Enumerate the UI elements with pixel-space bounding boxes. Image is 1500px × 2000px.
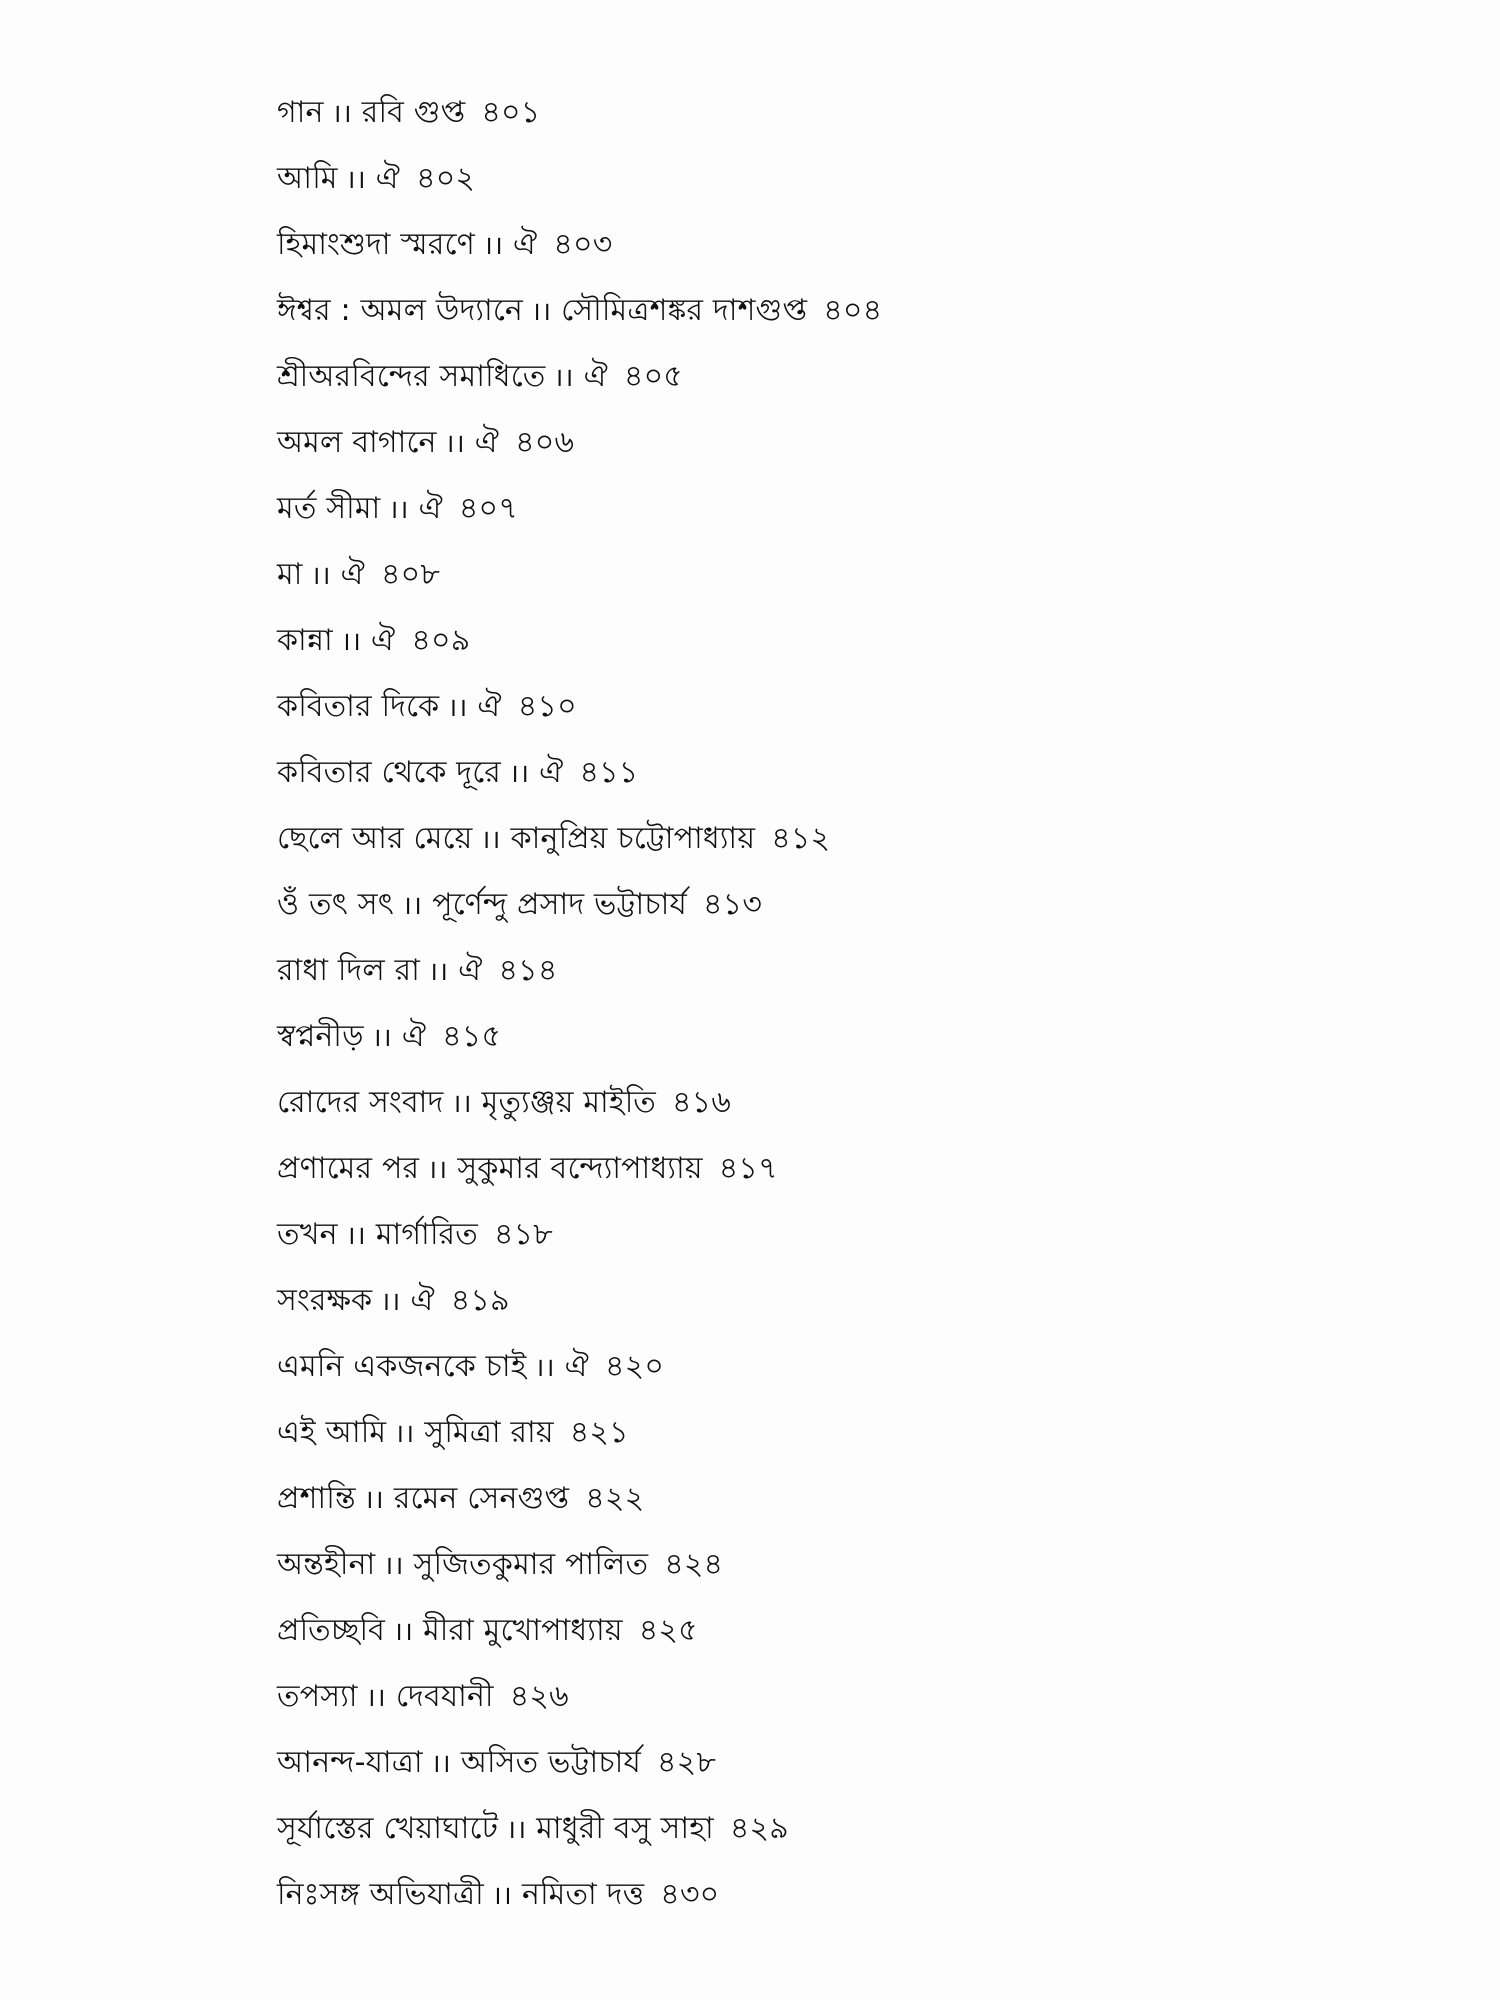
- entry-author: সুজিতকুমার পালিত: [413, 1547, 649, 1582]
- toc-entry: [277, 1004, 1277, 1070]
- entry-author: ঐ: [539, 755, 564, 790]
- entry-separator: ।।: [553, 363, 574, 393]
- entry-author: ঐ: [418, 491, 443, 526]
- entry-separator: ।।: [451, 1089, 472, 1119]
- entry-title: এই আমি: [277, 1415, 387, 1450]
- entry-page-number: ৪০৪: [823, 293, 883, 328]
- entry-author: ঐ: [371, 623, 396, 658]
- entry-title: কান্না: [277, 623, 333, 658]
- entry-author: ঐ: [564, 1349, 589, 1384]
- toc-entry: [277, 1796, 1277, 1862]
- entry-separator: ।।: [383, 1551, 404, 1581]
- entry-title: অন্তহীনা: [277, 1547, 376, 1582]
- entry-author: ঐ: [401, 1019, 427, 1054]
- entry-title: স্বপ্ননীড়: [277, 1019, 364, 1054]
- entry-page-number: ৪১৯: [450, 1283, 510, 1318]
- entry-page-number: ৪২৫: [638, 1613, 698, 1648]
- toc-entry: [277, 608, 1277, 674]
- entry-page-number: ৪০৭: [458, 491, 518, 526]
- toc-entry: [277, 1334, 1277, 1400]
- entry-separator: ।।: [380, 1287, 401, 1317]
- entry-title: ছেলে আর মেয়ে: [277, 821, 473, 856]
- entry-author: সৌমিত্রশঙ্কর দাশগুপ্ত: [561, 293, 808, 328]
- entry-separator: ।।: [363, 1485, 384, 1515]
- toc-entry: [277, 1532, 1277, 1598]
- entry-title: গান: [277, 95, 324, 130]
- entry-page-number: ৪৩০: [660, 1877, 720, 1912]
- entry-page-number: ৪১৪: [498, 953, 558, 988]
- entry-page-number: ৪০২: [416, 161, 476, 196]
- entry-title: প্রণামের পর: [277, 1151, 420, 1186]
- entry-page-number: ৪১৫: [442, 1019, 502, 1054]
- entry-page-number: ৪২১: [569, 1415, 629, 1450]
- entry-author: কানুপ্রিয় চট্টোপাধ্যায়: [510, 821, 756, 856]
- entry-page-number: ৪১৭: [718, 1151, 778, 1186]
- entry-page-number: ৪০৩: [553, 227, 613, 262]
- toc-entry: [277, 80, 1277, 146]
- entry-page-number: ৪১০: [517, 689, 577, 724]
- entry-author: মাধুরী বসু সাহা: [536, 1811, 714, 1846]
- toc-entry: [277, 1268, 1277, 1334]
- entry-title: রাধা দিল রা: [277, 953, 421, 988]
- entry-title: আনন্দ-যাত্রা: [277, 1745, 423, 1780]
- entry-page-number: ৪২২: [585, 1481, 645, 1516]
- entry-separator: ।।: [331, 99, 352, 129]
- entry-author: পূর্ণেন্দু প্রসাদ ভট্টাচার্য: [432, 887, 687, 922]
- entry-title: হিমাংশুদা স্মরণে: [277, 227, 475, 262]
- table-of-contents: [277, 80, 1277, 1928]
- toc-entry: [277, 1598, 1277, 1664]
- entry-author: ঐ: [477, 689, 502, 724]
- entry-title: তখন: [277, 1217, 338, 1252]
- entry-title: কবিতার দিকে: [277, 689, 440, 724]
- entry-separator: ।।: [531, 297, 552, 327]
- entry-title: শ্রীঅরবিন্দের সমাধিতে: [277, 359, 546, 394]
- entry-separator: ।।: [310, 561, 331, 591]
- entry-author: অসিত ভট্টাচার্য: [460, 1745, 642, 1780]
- toc-entry: [277, 1136, 1277, 1202]
- entry-author: রবি গুপ্ত: [361, 95, 466, 130]
- entry-separator: ।।: [447, 693, 468, 723]
- entry-author: ঐ: [340, 557, 365, 592]
- entry-title: ঈশ্বর : অমল উদ্যানে: [277, 293, 524, 328]
- toc-entry: [277, 344, 1277, 410]
- entry-author: সুকুমার বন্দ্যোপাধ্যায়: [457, 1151, 703, 1186]
- toc-entry: [277, 1730, 1277, 1796]
- entry-page-number: ৪১২: [771, 821, 831, 856]
- entry-page-number: ৪০৬: [515, 425, 575, 460]
- toc-entry: [277, 938, 1277, 1004]
- entry-separator: ।।: [392, 1617, 414, 1647]
- entry-title: প্রশান্তি: [277, 1481, 356, 1516]
- entry-separator: ।।: [340, 627, 362, 657]
- entry-page-number: ৪২০: [604, 1349, 665, 1384]
- entry-author: ঐ: [513, 227, 538, 262]
- toc-entry: [277, 872, 1277, 938]
- entry-page-number: ৪১৬: [672, 1085, 732, 1120]
- entry-separator: ।।: [365, 1683, 386, 1713]
- toc-entry: [277, 410, 1277, 476]
- entry-page-number: ৪০৫: [623, 359, 683, 394]
- entry-separator: ।।: [444, 429, 465, 459]
- entry-title: নিঃসঙ্গ অভিযাত্রী: [277, 1877, 484, 1912]
- entry-page-number: ৪০৯: [411, 623, 471, 658]
- entry-separator: ।।: [427, 1155, 448, 1185]
- entry-author: ঐ: [583, 359, 608, 394]
- entry-author: নমিতা দত্ত: [521, 1877, 645, 1912]
- entry-page-number: ৪২৯: [729, 1811, 789, 1846]
- entry-title: প্রতিচ্ছবি: [277, 1613, 385, 1648]
- entry-separator: ।।: [430, 1749, 451, 1779]
- entry-separator: ।।: [401, 891, 423, 921]
- entry-author: সুমিত্রা রায়: [424, 1415, 554, 1450]
- entry-page-number: ৪১৮: [493, 1217, 553, 1252]
- entry-author: ঐ: [410, 1283, 435, 1318]
- entry-separator: ।।: [491, 1881, 512, 1911]
- toc-entry: [277, 1466, 1277, 1532]
- entry-separator: ।।: [345, 1221, 366, 1251]
- entry-page-number: ৪০১: [481, 95, 541, 130]
- entry-separator: ।।: [388, 495, 409, 525]
- entry-title: কবিতার থেকে দূরে: [277, 755, 502, 790]
- entry-page-number: ৪২৬: [509, 1679, 569, 1714]
- entry-title: রোদের সংবাদ: [277, 1085, 444, 1120]
- toc-entry: [277, 1862, 1277, 1928]
- entry-author: দেবযানী: [395, 1679, 494, 1714]
- entry-author: মীরা মুখোপাধ্যায়: [423, 1613, 623, 1648]
- entry-page-number: ৪২৪: [664, 1547, 724, 1582]
- toc-entry: [277, 740, 1277, 806]
- entry-author: ঐ: [474, 425, 500, 460]
- toc-entry: [277, 476, 1277, 542]
- entry-author: ঐ: [375, 161, 401, 196]
- entry-title: অমল বাগানে: [277, 425, 437, 460]
- entry-title: সূর্যাস্তের খেয়াঘাটে: [277, 1811, 499, 1846]
- toc-entry: [277, 674, 1277, 740]
- entry-separator: ।।: [371, 1023, 392, 1053]
- entry-title: তপস্যা: [277, 1679, 358, 1714]
- toc-entry: [277, 806, 1277, 872]
- entry-title: আমি: [277, 161, 338, 196]
- toc-entry: [277, 1070, 1277, 1136]
- entry-title: সংরক্ষক: [277, 1283, 373, 1318]
- toc-entry: [277, 1202, 1277, 1268]
- entry-separator: ।।: [345, 165, 366, 195]
- toc-entry: [277, 542, 1277, 608]
- entry-author: মৃত্যুঞ্জয় মাইতি: [481, 1085, 656, 1120]
- entry-separator: ।।: [394, 1419, 415, 1449]
- toc-entry: [277, 146, 1277, 212]
- entry-title: এমনি একজনকে চাই: [277, 1349, 527, 1384]
- toc-entry: [277, 1400, 1277, 1466]
- entry-title: ওঁ তৎ সৎ: [277, 887, 394, 922]
- entry-author: রমেন সেনগুপ্ত: [393, 1481, 570, 1516]
- entry-page-number: ৪২৮: [657, 1745, 717, 1780]
- entry-separator: ।।: [534, 1353, 555, 1383]
- toc-entry: [277, 212, 1277, 278]
- entry-separator: ।।: [506, 1815, 527, 1845]
- entry-author: মার্গারিত: [375, 1217, 478, 1252]
- toc-entry: [277, 1664, 1277, 1730]
- toc-entry: [277, 278, 1277, 344]
- entry-page-number: ৪০৮: [380, 557, 441, 592]
- entry-separator: ।।: [480, 825, 501, 855]
- entry-title: মর্ত সীমা: [277, 491, 381, 526]
- entry-page-number: ৪১৩: [702, 887, 763, 922]
- entry-separator: ।।: [509, 759, 530, 789]
- entry-separator: ।।: [428, 957, 449, 987]
- entry-page-number: ৪১১: [579, 755, 639, 790]
- entry-author: ঐ: [458, 953, 483, 988]
- entry-separator: ।।: [482, 231, 504, 261]
- entry-title: মা: [277, 557, 303, 592]
